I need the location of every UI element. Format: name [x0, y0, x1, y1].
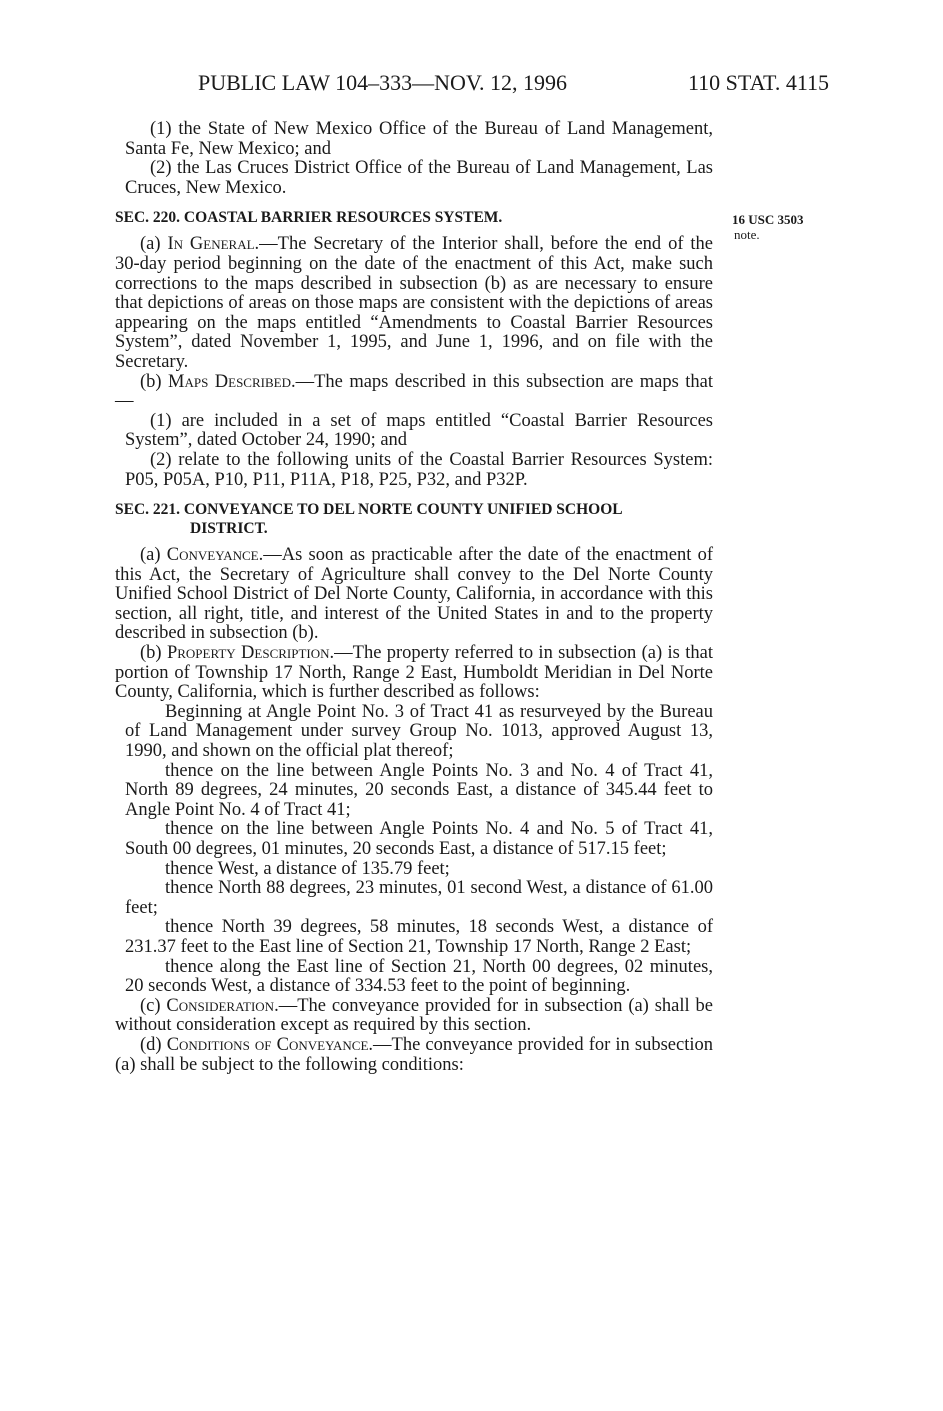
- metes-bounds-line: thence on the line between Angle Points No. 3 and No. 4 of Tract 41, North 89 degrees, 24 minutes, 20 seconds East, a distance of 345.44 feet to Angle Point No. 4 of Tract 41;: [125, 760, 713, 820]
- section-220-heading: SEC. 220. COASTAL BARRIER RESOURCES SYSTEM.: [115, 209, 503, 227]
- metes-bounds-line: Beginning at Angle Point No. 3 of Tract 41 as resurveyed by the Bureau of Land Management under survey Group No. 1013, approved August 13, 1990, and shown on the official plat thereof;: [125, 701, 713, 762]
- section-221-c: (c) Consideration.—The conveyance provided for in subsection (a) shall be without consideration except as required by this section.: [115, 995, 713, 1036]
- metes-bounds-line: thence on the line between Angle Points No. 4 and No. 5 of Tract 41, South 00 degrees, 01 minutes, 20 seconds East, a distance of 517.15 feet;: [125, 819, 713, 859]
- running-header-page: 110 STAT. 4115: [688, 70, 830, 95]
- metes-bounds-line: thence North 39 degrees, 58 minutes, 18 seconds West, a distance of 231.37 feet to the East line of Section 21, Township 17 North, Range 2 East;: [125, 917, 713, 957]
- section-220-a: (a) In General.—The Secretary of the Interior shall, before the end of the 30-day period beginning on the date of the enactment of this Act, make such corrections to the maps described in subsection (b) as are necessary to ensure that depictions of areas on those maps are consistent with the depictions of areas appearing on the maps entitled “Amendments to Coastal Barrier Resources System”, dated November 1, 1995, and June 1, 1996, and on file with the Secretary.: [115, 234, 713, 372]
- section-220-b-2: (2) relate to the following units of the Coastal Barrier Resources System: P05, P05A, P10, P11, P11A, P18, P25, P32, and P32P.: [125, 449, 713, 490]
- paragraph-item-1: (1) the State of New Mexico Office of the Bureau of Land Management, Santa Fe, New Mexico; and: [125, 119, 713, 159]
- body-text: [115, 120, 713, 1075]
- metes-bounds-line: thence West, a distance of 135.79 feet;: [165, 858, 450, 879]
- section-221-b: (b) Property Description.—The property referred to in subsection (a) is that portion of Township 17 North, Range 2 East, Humboldt Meridian in Del Norte County, California, which is further described as follows:: [115, 643, 713, 703]
- metes-bounds-line: thence along the East line of Section 21, North 00 degrees, 02 minutes, 20 seconds West, a distance of 334.53 feet to the point of beginning.: [125, 956, 713, 997]
- section-221-heading: SEC. 221. CONVEYANCE TO DEL NORTE COUNTY UNIFIED SCHOOL DISTRICT.: [115, 501, 623, 538]
- margin-note-citation: 16 USC 3503: [732, 212, 804, 227]
- section-221-d: (d) Conditions of Conveyance.—The conveyance provided for in subsection (a) shall be subject to the following conditions:: [115, 1034, 713, 1075]
- section-220-b-1: (1) are included in a set of maps entitled “Coastal Barrier Resources System”, dated October 24, 1990; and: [125, 410, 713, 451]
- paragraph-item-2: (2) the Las Cruces District Office of the Bureau of Land Management, Las Cruces, New Mexico.: [125, 158, 713, 198]
- running-header-title: PUBLIC LAW 104–333—NOV. 12, 1996: [198, 70, 567, 95]
- caption-consideration: Consideration: [166, 995, 275, 1016]
- metes-bounds-line: thence North 88 degrees, 23 minutes, 01 second West, a distance of 61.00 feet;: [125, 878, 713, 918]
- caption-conveyance: Conveyance: [166, 545, 259, 566]
- margin-note-label: note.: [734, 227, 760, 242]
- section-221-a: (a) Conveyance.—As soon as practicable after the date of the enactment of this Act, the Secretary of Agriculture shall convey to the Del Norte County Unified School District of Del Norte County, California, in accordance with this section, all right, title, and interest of the United States in and to the property described in subsection (b).: [115, 545, 713, 644]
- caption-property-description: Property Description: [166, 643, 330, 664]
- section-220-b: (b) Maps Described.—The maps described in this subsection are maps that—: [115, 371, 713, 412]
- caption-conditions-of-conveyance: Conditions of Conveyance: [166, 1034, 369, 1055]
- caption-in-general: In General: [167, 234, 255, 255]
- margin-note: [732, 212, 804, 242]
- caption-maps-described: Maps Described: [168, 371, 291, 392]
